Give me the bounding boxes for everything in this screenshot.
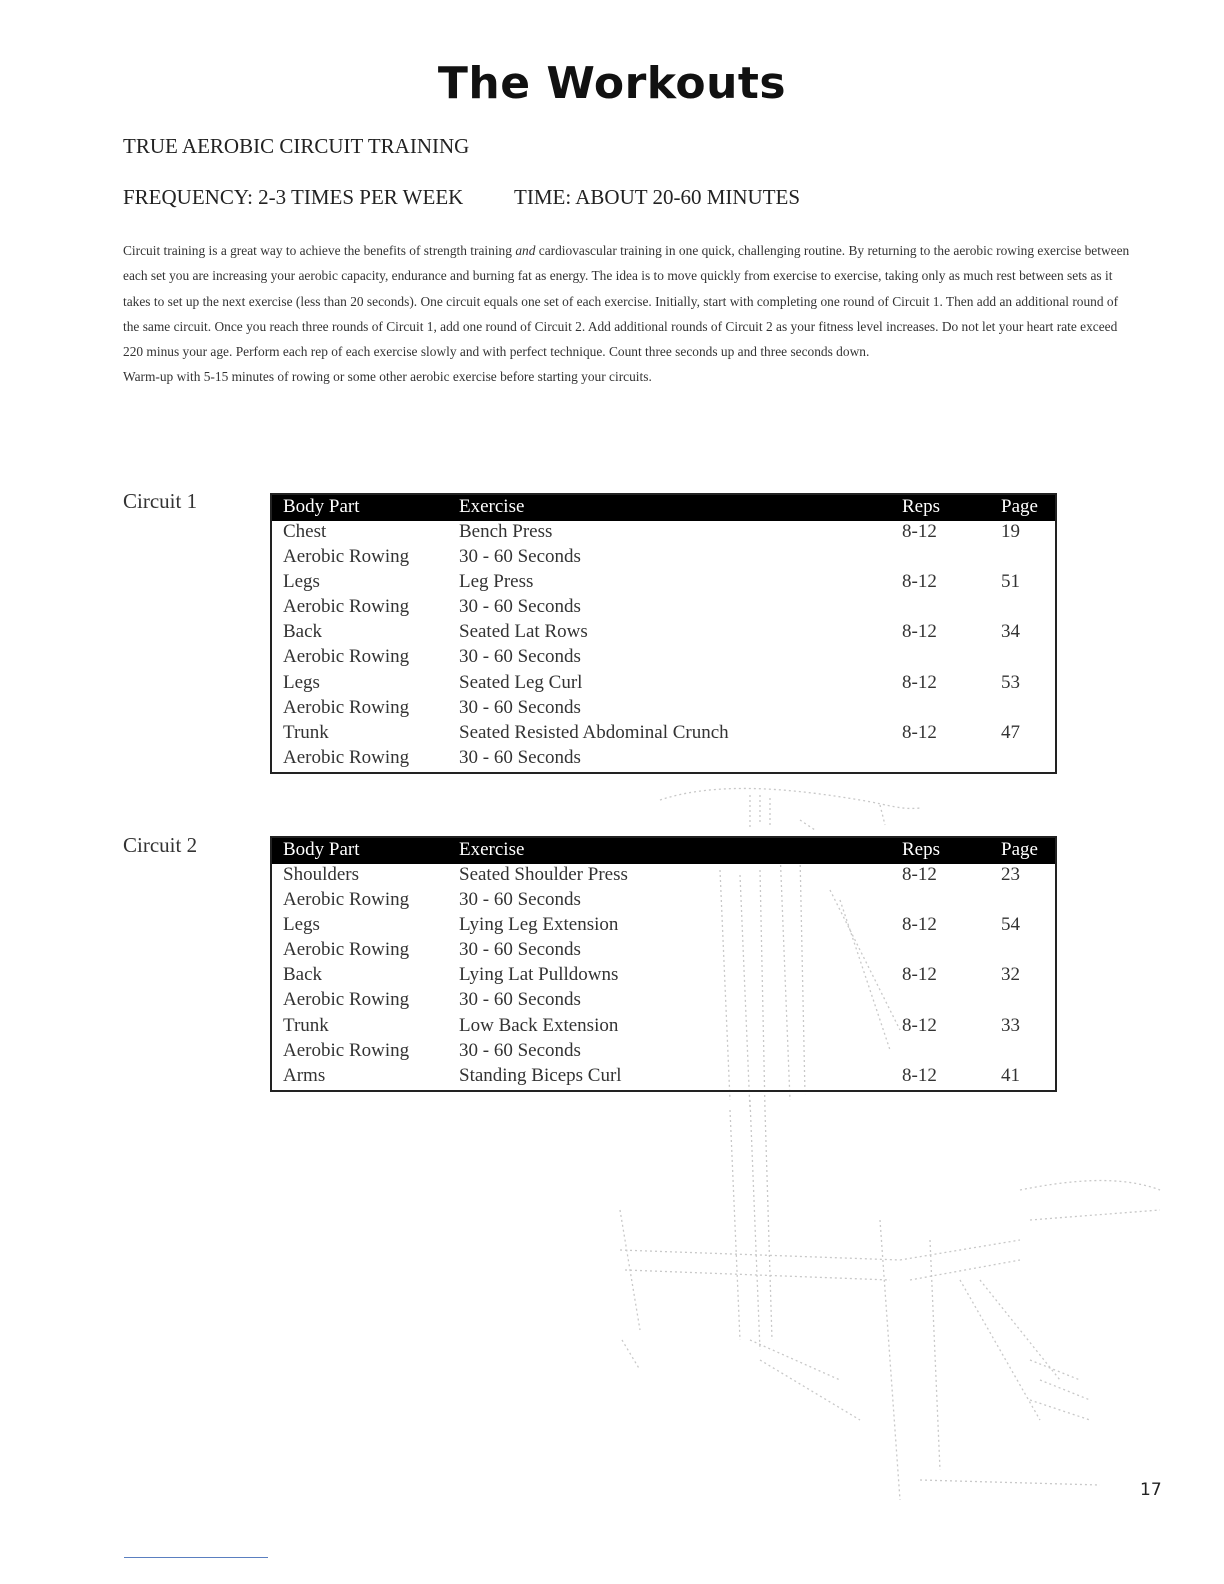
cell-body-part: Aerobic Rowing [283, 546, 410, 568]
header-body-part: Body Part [283, 496, 360, 517]
cell-exercise: Standing Biceps Curl [459, 1064, 622, 1086]
intro-p1-after: cardiovascular training in one quick, challenging routine. By returning to the aerobic rowing exercise between each set you are increasing your aerobic capacity, endurance and burning fat as energy. The idea is to move quickly from exercise to exercise, taking only as much rest between sets as it takes to set up the next exercise (less than 20 seconds). One circuit equals one set of each exercise. Initially, start with completing one round of Circuit 1. Then add an additional round of the same circuit. Once you reach three rounds of Circuit 1, add one round of Circuit 2. Add additional rounds of Circuit 2 as your fitness level increases. Do not let your heart rate exceed 220 minus your age. Perform each rep of each exercise slowly and with perfect technique. Count three seconds up and three seconds down. [123, 243, 1130, 360]
cell-exercise: Seated Resisted Abdominal Crunch [459, 721, 729, 743]
cell-page: 19 [1001, 521, 1020, 542]
frequency-text: FREQUENCY: 2-3 TIMES PER WEEK [123, 185, 464, 209]
cell-page: 53 [1001, 671, 1020, 693]
cell-body-part: Legs [283, 571, 320, 593]
cell-exercise: 30 - 60 Seconds [459, 989, 581, 1011]
cell-body-part: Back [283, 964, 323, 986]
cell-page: 47 [1001, 721, 1020, 743]
header-page: Page [1001, 496, 1038, 517]
cell-body-part: Trunk [283, 721, 329, 743]
table-row [272, 722, 1055, 747]
intro-p1-before: Circuit training is a great way to achieve the benefits of strength training [123, 243, 516, 258]
time-text: TIME: ABOUT 20-60 MINUTES [514, 185, 801, 209]
circuit-1-table [270, 493, 1057, 774]
header-reps: Reps [902, 496, 940, 517]
cell-reps: 8-12 [902, 571, 937, 593]
cell-body-part: Aerobic Rowing [283, 889, 410, 911]
cell-reps: 8-12 [902, 521, 937, 542]
cell-reps: 8-12 [902, 1064, 937, 1086]
cell-exercise: Low Back Extension [459, 1014, 619, 1036]
cell-exercise: Lying Leg Extension [459, 914, 619, 936]
table-row [272, 596, 1055, 621]
cell-exercise: 30 - 60 Seconds [459, 546, 581, 568]
cell-reps: 8-12 [902, 864, 937, 885]
page-title: The Workouts [437, 58, 787, 109]
table-row [272, 864, 1055, 889]
header-reps: Reps [902, 839, 940, 860]
cell-exercise: 30 - 60 Seconds [459, 746, 581, 768]
cell-page: 34 [1001, 621, 1020, 643]
header-exercise: Exercise [459, 839, 525, 860]
footer-rule [124, 1557, 268, 1558]
table-row [272, 939, 1055, 964]
cell-exercise: Lying Lat Pulldowns [459, 964, 619, 986]
cell-exercise: Seated Shoulder Press [459, 864, 628, 885]
table-row [272, 672, 1055, 697]
page-number: 17 [1140, 1480, 1162, 1500]
cell-body-part: Chest [283, 521, 327, 542]
cell-reps: 8-12 [902, 1014, 937, 1036]
cell-exercise: Seated Lat Rows [459, 621, 588, 643]
intro-p1-emph: and [515, 243, 536, 258]
table-row [272, 989, 1055, 1014]
cell-reps: 8-12 [902, 621, 937, 643]
cell-exercise: 30 - 60 Seconds [459, 696, 581, 718]
cell-page: 23 [1001, 864, 1020, 885]
warmup-paragraph: Warm-up with 5-15 minutes of rowing or some other aerobic exercise before starting your circuits. [123, 369, 652, 385]
cell-page: 33 [1001, 1014, 1020, 1036]
cell-exercise: 30 - 60 Seconds [459, 596, 581, 618]
intro-paragraph [123, 238, 1133, 364]
cell-exercise: Bench Press [459, 521, 553, 542]
cell-reps: 8-12 [902, 671, 937, 693]
header-body-part: Body Part [283, 839, 360, 860]
table-row [272, 964, 1055, 989]
cell-body-part: Arms [283, 1064, 326, 1086]
table-row [272, 621, 1055, 646]
table-row [272, 546, 1055, 571]
cell-body-part: Aerobic Rowing [283, 696, 410, 718]
cell-exercise: Leg Press [459, 571, 534, 593]
cell-body-part: Aerobic Rowing [283, 1039, 410, 1061]
cell-body-part: Aerobic Rowing [283, 939, 410, 961]
cell-body-part: Aerobic Rowing [283, 646, 410, 668]
table-row [272, 1040, 1055, 1065]
table-row [272, 914, 1055, 939]
cell-exercise: 30 - 60 Seconds [459, 889, 581, 911]
cell-exercise: 30 - 60 Seconds [459, 1039, 581, 1061]
cell-body-part: Legs [283, 914, 320, 936]
cell-reps: 8-12 [902, 914, 937, 936]
cell-body-part: Aerobic Rowing [283, 746, 410, 768]
cell-reps: 8-12 [902, 964, 937, 986]
table-row [272, 1015, 1055, 1040]
cell-body-part: Aerobic Rowing [283, 596, 410, 618]
table-row [272, 571, 1055, 596]
cell-body-part: Trunk [283, 1014, 329, 1036]
cell-body-part: Shoulders [283, 864, 359, 885]
header-exercise: Exercise [459, 496, 525, 517]
cell-reps: 8-12 [902, 721, 937, 743]
table-row [272, 697, 1055, 722]
cell-page: 51 [1001, 571, 1020, 593]
cell-exercise: 30 - 60 Seconds [459, 939, 581, 961]
table-header [272, 838, 1055, 864]
cell-body-part: Back [283, 621, 323, 643]
circuit-1-label: Circuit 1 [123, 489, 198, 513]
cell-body-part: Legs [283, 671, 320, 693]
circuit-2-label: Circuit 2 [123, 833, 198, 857]
cell-page: 41 [1001, 1064, 1020, 1086]
cell-body-part: Aerobic Rowing [283, 989, 410, 1011]
table-row [272, 646, 1055, 671]
table-row [272, 747, 1055, 772]
table-row [272, 889, 1055, 914]
section-subtitle: TRUE AEROBIC CIRCUIT TRAINING [123, 134, 470, 158]
cell-exercise: 30 - 60 Seconds [459, 646, 581, 668]
header-page: Page [1001, 839, 1038, 860]
intro-text [123, 238, 1133, 390]
table-header [272, 495, 1055, 521]
circuit-2-table [270, 836, 1057, 1092]
cell-exercise: Seated Leg Curl [459, 671, 583, 693]
table-row [272, 521, 1055, 546]
cell-page: 54 [1001, 914, 1020, 936]
cell-page: 32 [1001, 964, 1020, 986]
table-row [272, 1065, 1055, 1090]
